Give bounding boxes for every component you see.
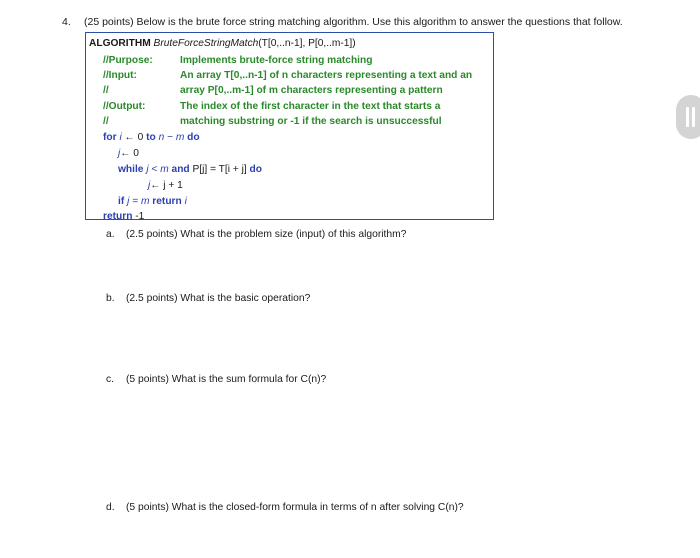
while-cond-1: j < m	[146, 164, 169, 175]
keyword-return: return	[152, 196, 182, 207]
comment-label: //	[103, 85, 109, 96]
subquestion-d-letter: d.	[106, 502, 115, 513]
comment-label: //Purpose:	[103, 55, 153, 66]
var-j: j	[118, 148, 121, 159]
question-number: 4.	[62, 16, 71, 28]
comment-label: //Output:	[103, 101, 146, 112]
comment-text: Implements brute-force string matching	[180, 55, 373, 66]
comment-label: //Input:	[103, 70, 137, 81]
algorithm-header	[89, 38, 356, 50]
question-text: (25 points) Below is the brute force string matching algorithm. Use this algorithm to answer the questions that follow.	[84, 16, 623, 28]
algorithm-params: (T[0,..n-1], P[0,..m-1])	[258, 38, 356, 49]
comment-text: An array T[0,..n-1] of n characters representing a text and an	[180, 70, 473, 81]
code-while-line	[118, 164, 262, 176]
keyword-and: and	[171, 164, 190, 175]
while-cond-2: P[j] = T[i + j]	[192, 164, 247, 175]
comment-text: The index of the first character in the text that starts a	[180, 101, 441, 112]
comment-text: matching substring or -1 if the search is unsuccessful	[180, 116, 442, 127]
comment-label: //	[103, 116, 109, 127]
algorithm-keyword: ALGORITHM	[89, 38, 151, 49]
keyword-to: to	[146, 132, 156, 143]
return-value: -1	[135, 211, 145, 222]
keyword-for: for	[103, 132, 117, 143]
subquestion-b-text: (2.5 points) What is the basic operation?	[126, 293, 311, 304]
side-pager-handle[interactable]	[676, 95, 700, 139]
pager-grip-left	[686, 107, 689, 127]
code-j-inc	[148, 180, 183, 192]
j-inc-expr: ← j + 1	[150, 180, 183, 191]
for-end: n − m	[158, 132, 185, 143]
j-init-expr: ← 0	[120, 148, 139, 159]
arrow-symbol: ←	[124, 132, 135, 143]
subquestion-c-text: (5 points) What is the sum formula for C(n)?	[126, 374, 327, 385]
subquestion-a-letter: a.	[106, 229, 115, 240]
code-return-line	[103, 211, 144, 223]
return-i: i	[184, 196, 187, 207]
code-j-init	[118, 148, 139, 160]
keyword-return: return	[103, 211, 133, 222]
subquestion-d-text: (5 points) What is the closed-form formula in terms of n after solving C(n)?	[126, 502, 464, 513]
algorithm-name: BruteForceStringMatch	[153, 38, 259, 49]
comment-text: array P[0,..m-1] of m characters representing a pattern	[180, 85, 443, 96]
subquestion-c-letter: c.	[106, 374, 115, 385]
keyword-if: if	[118, 196, 125, 207]
subquestion-a-text: (2.5 points) What is the problem size (input) of this algorithm?	[126, 229, 407, 240]
code-for-line	[103, 132, 200, 144]
keyword-do: do	[187, 132, 200, 143]
var-i: i	[119, 132, 122, 143]
if-cond: j = m	[127, 196, 150, 207]
for-start: 0	[137, 132, 144, 143]
keyword-while: while	[118, 164, 144, 175]
subquestion-b-letter: b.	[106, 293, 115, 304]
var-j: j	[148, 180, 151, 191]
code-if-line	[118, 196, 187, 208]
keyword-do: do	[249, 164, 262, 175]
pager-grip-right	[692, 107, 695, 127]
